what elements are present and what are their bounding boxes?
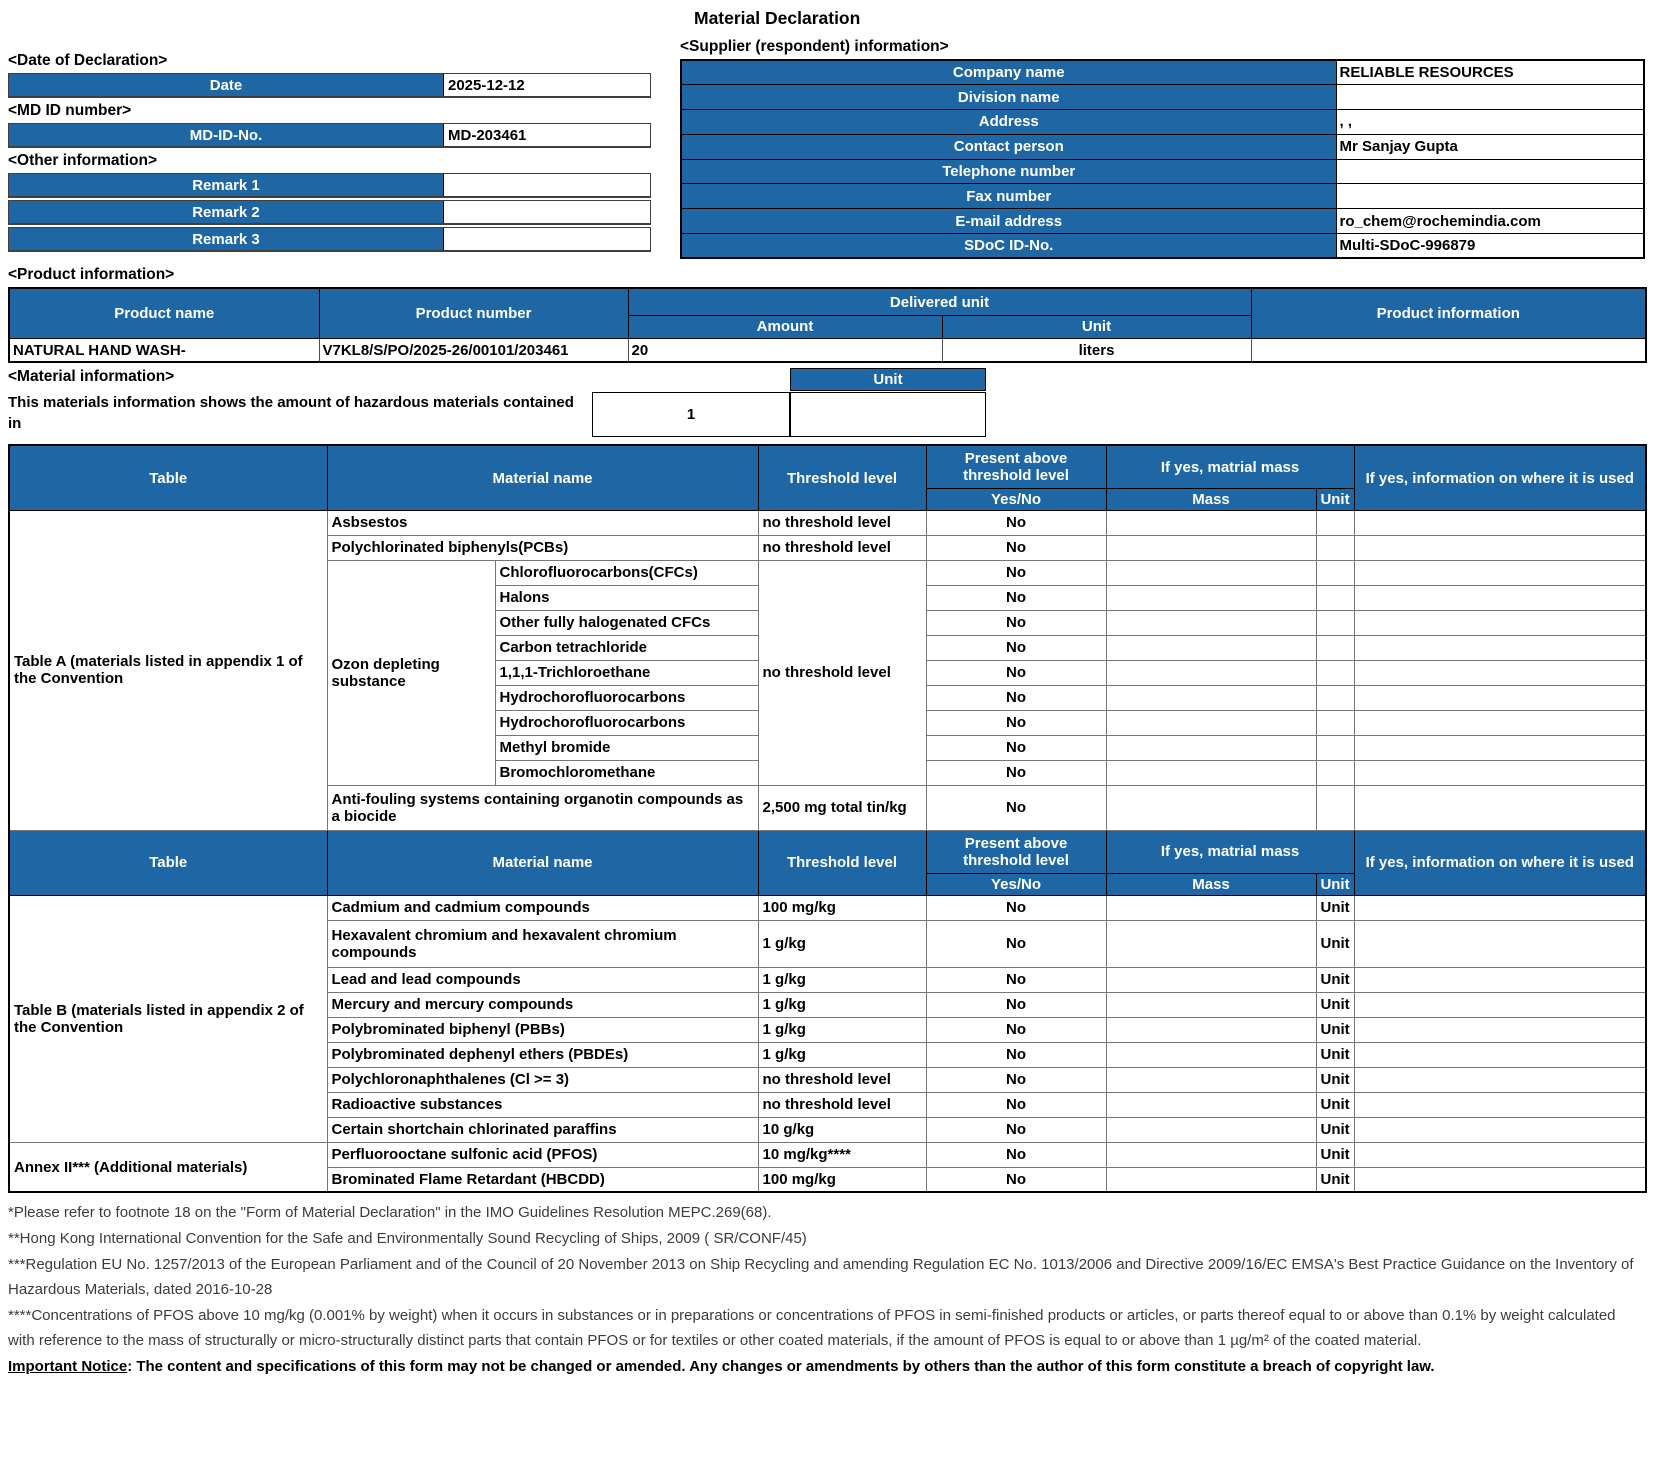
footnote: *Please refer to footnote 18 on the "Form of Material Declaration" in the IMO Guidelines Resolution MEPC.269(68). [8, 1204, 772, 1222]
threshold-cell: 2,500 mg total tin/kg [758, 785, 926, 830]
unit-cell [1316, 785, 1354, 830]
mass-cell [1106, 1042, 1316, 1067]
info-cell [1354, 685, 1646, 710]
present-cell: No [926, 967, 1106, 992]
material-name-cell: Polybrominated dephenyl ethers (PBDEs) [327, 1042, 758, 1067]
info-cell [1354, 992, 1646, 1017]
present-cell: No [926, 585, 1106, 610]
date-label-cell: Date [9, 74, 443, 96]
mass-cell [1106, 1142, 1316, 1167]
present-cell: No [926, 1017, 1106, 1042]
threshold-cell: 1 g/kg [758, 1017, 926, 1042]
mass-cell [1106, 510, 1316, 535]
mass-header: Mass [1106, 488, 1316, 510]
mass-cell [1106, 735, 1316, 760]
unit-cell [1316, 735, 1354, 760]
unit-cell [1316, 760, 1354, 785]
footnotes [8, 1200, 1645, 1379]
product-number-header: Product number [319, 288, 628, 338]
present-cell: No [926, 992, 1106, 1017]
info-cell [1354, 735, 1646, 760]
unit-cell [1316, 560, 1354, 585]
unit-cell: Unit [1316, 895, 1354, 920]
supplier-row [681, 184, 1644, 209]
material-name-cell: Chlorofluorocarbons(CFCs) [495, 560, 758, 585]
material-name-cell: Halons [495, 585, 758, 610]
material-amount-box: 1 [592, 392, 790, 437]
present-cell: No [926, 1142, 1106, 1167]
annex-label-cell: Annex II*** (Additional materials) [9, 1142, 327, 1192]
threshold-cell: no threshold level [758, 1067, 926, 1092]
mass-cell [1106, 610, 1316, 635]
material-unit-header: Unit [790, 368, 986, 391]
material-name-cell: 1,1,1-Trichloroethane [495, 660, 758, 685]
present-cell: No [926, 735, 1106, 760]
section-label-supplier-information: <Supplier (respondent) information> [680, 38, 949, 55]
material-unit-box [790, 392, 986, 437]
remark-row [8, 173, 651, 198]
info-cell [1354, 1017, 1646, 1042]
present-above-header: Present above threshold level [926, 830, 1106, 873]
delivered-unit-header: Delivered unit [628, 288, 1251, 315]
telephone-label: Telephone number [681, 159, 1336, 184]
info-cell [1354, 710, 1646, 735]
section-label-md-id-number: <MD ID number> [8, 102, 132, 119]
info-cell [1354, 760, 1646, 785]
info-cell [1354, 585, 1646, 610]
section-label-product-information: <Product information> [8, 266, 175, 284]
material-name-cell: Anti-fouling systems containing organotin compounds as a biocide [327, 785, 758, 830]
material-name-cell: Polybrominated biphenyl (PBBs) [327, 1017, 758, 1042]
threshold-cell: 10 mg/kg**** [758, 1142, 926, 1167]
threshold-cell: 1 g/kg [758, 920, 926, 967]
supplier-row [681, 209, 1644, 234]
material-name-cell: Mercury and mercury compounds [327, 992, 758, 1017]
present-cell: No [926, 635, 1106, 660]
date-value-cell: 2025-12-12 [443, 74, 650, 96]
table-row [9, 510, 1646, 535]
unit-cell: Unit [1316, 1167, 1354, 1192]
material-declaration-form [8, 8, 1645, 1380]
info-cell [1354, 895, 1646, 920]
yes-no-header: Yes/No [926, 488, 1106, 510]
present-cell: No [926, 610, 1106, 635]
contact-person-value: Mr Sanjay Gupta [1336, 134, 1644, 159]
present-cell: No [926, 660, 1106, 685]
unit-cell [1316, 610, 1354, 635]
supplier-panel [680, 8, 1645, 259]
remark1-value-cell [443, 174, 650, 196]
unit-cell [1316, 660, 1354, 685]
table-row [9, 895, 1646, 920]
product-name-cell: NATURAL HAND WASH- [9, 338, 319, 362]
unit-cell [1316, 635, 1354, 660]
present-cell: No [926, 1067, 1106, 1092]
mass-cell [1106, 992, 1316, 1017]
threshold-cell: 100 mg/kg [758, 1167, 926, 1192]
material-name-header: Material name [327, 830, 758, 895]
unit-cell: Unit [1316, 1017, 1354, 1042]
table-column-header: Table [9, 445, 327, 510]
info-cell [1354, 1092, 1646, 1117]
section-label-date-of-declaration: <Date of Declaration> [8, 52, 168, 69]
telephone-value [1336, 159, 1644, 184]
address-label: Address [681, 110, 1336, 135]
table-column-header: Table [9, 830, 327, 895]
threshold-cell: 1 g/kg [758, 992, 926, 1017]
product-header-row [9, 288, 1646, 315]
hazardous-materials-table [8, 444, 1647, 1193]
mass-cell [1106, 710, 1316, 735]
info-cell [1354, 1142, 1646, 1167]
unit-cell [1316, 535, 1354, 560]
material-name-cell: Cadmium and cadmium compounds [327, 895, 758, 920]
info-cell [1354, 967, 1646, 992]
threshold-cell: 1 g/kg [758, 1042, 926, 1067]
product-number-cell: V7KL8/S/PO/2025-26/00101/203461 [319, 338, 628, 362]
material-name-cell: Radioactive substances [327, 1092, 758, 1117]
info-cell [1354, 660, 1646, 685]
present-above-header: Present above threshold level [926, 445, 1106, 488]
fax-value [1336, 184, 1644, 209]
supplier-row [681, 159, 1644, 184]
fax-label: Fax number [681, 184, 1336, 209]
remark2-value-cell [443, 201, 650, 223]
material-info-description: This materials information shows the amount of hazardous materials contained in [8, 394, 574, 433]
present-cell: No [926, 1167, 1106, 1192]
product-info-cell [1251, 338, 1646, 362]
present-cell: No [926, 535, 1106, 560]
present-cell: No [926, 710, 1106, 735]
unit-cell: Unit [1316, 1092, 1354, 1117]
info-cell [1354, 1167, 1646, 1192]
unit-column-header: Unit [1316, 873, 1354, 895]
supplier-table [680, 59, 1645, 259]
mass-header: Mass [1106, 873, 1316, 895]
present-cell: No [926, 920, 1106, 967]
footnote: ***Regulation EU No. 1257/2013 of the European Parliament and of the Council of 20 November 2013 on Ship Recycling and amending Regulation EC No. 1013/2006 and Directive 2009/16/EC EMSA's Best Practice Guidance on the Inventory of Hazardous Materials, dated 2016-10-28 [8, 1255, 1634, 1299]
info-cell [1354, 560, 1646, 585]
table-header-row [9, 830, 1646, 873]
threshold-cell: 1 g/kg [758, 967, 926, 992]
unit-cell [1316, 585, 1354, 610]
material-name-cell: Carbon tetrachloride [495, 635, 758, 660]
supplier-row [681, 234, 1644, 259]
mass-cell [1106, 785, 1316, 830]
table-header-row [9, 445, 1646, 488]
info-cell [1354, 920, 1646, 967]
info-cell [1354, 510, 1646, 535]
address-value: , , [1336, 110, 1644, 135]
product-information-header: Product information [1251, 288, 1646, 338]
division-name-value [1336, 85, 1644, 110]
present-cell: No [926, 1117, 1106, 1142]
unit-cell: Unit [1316, 992, 1354, 1017]
info-cell [1354, 635, 1646, 660]
material-name-cell: Polychlorinated biphenyls(PCBs) [327, 535, 758, 560]
threshold-level-header: Threshold level [758, 830, 926, 895]
mass-cell [1106, 585, 1316, 610]
threshold-level-header: Threshold level [758, 445, 926, 510]
unit-cell: Unit [1316, 1042, 1354, 1067]
remark3-value-cell [443, 228, 650, 250]
mass-cell [1106, 660, 1316, 685]
amount-header: Amount [628, 315, 942, 338]
material-name-cell: Polychloronaphthalenes (Cl >= 3) [327, 1067, 758, 1092]
important-notice [8, 1354, 1645, 1380]
material-name-cell: Hydrochorofluorocarbons [495, 710, 758, 735]
company-name-label: Company name [681, 60, 1336, 85]
if-yes-info-header: If yes, information on where it is used [1354, 830, 1646, 895]
unit-cell [1316, 510, 1354, 535]
important-notice-label: Important Notice [8, 1357, 128, 1375]
mass-cell [1106, 685, 1316, 710]
remark2-label-cell: Remark 2 [9, 201, 443, 223]
footnote: ****Concentrations of PFOS above 10 mg/kg (0.001% by weight) when it occurs in substances or in preparations or concentrations of PFOS in semi-finished products or articles, or parts thereof equal to or above than 0.1% by weight calculated with reference to the mass of structurally or micro-structurally distinct parts that contain PFOS or for textiles or other coated materials, if the amount of PFOS is equal to or above than 1 µg/m² of the coated material. [8, 1306, 1616, 1350]
material-name-cell: Hydrochorofluorocarbons [495, 685, 758, 710]
remark-row [8, 227, 651, 252]
unit-cell: Unit [1316, 1142, 1354, 1167]
if-yes-info-header: If yes, information on where it is used [1354, 445, 1646, 510]
supplier-row [681, 110, 1644, 135]
present-cell: No [926, 685, 1106, 710]
unit-cell [1316, 710, 1354, 735]
page-title: Material Declaration [694, 8, 861, 28]
threshold-cell: no threshold level [758, 510, 926, 535]
section-label-other-information: <Other information> [8, 152, 157, 169]
md-id-label-cell: MD-ID-No. [9, 124, 443, 146]
email-value: ro_chem@rochemindia.com [1336, 209, 1644, 234]
if-yes-mass-header: If yes, matrial mass [1106, 445, 1354, 488]
remark-row [8, 200, 651, 225]
footnote: **Hong Kong International Convention for the Safe and Environmentally Sound Recycling of Ships, 2009 ( SR/CONF/45) [8, 1229, 807, 1247]
material-name-cell: Asbsestos [327, 510, 758, 535]
unit-cell [1316, 685, 1354, 710]
material-name-cell: Certain shortchain chlorinated paraffins [327, 1117, 758, 1142]
product-amount-cell: 20 [628, 338, 942, 362]
unit-column-header: Unit [1316, 488, 1354, 510]
email-label: E-mail address [681, 209, 1336, 234]
threshold-cell: no threshold level [758, 560, 926, 785]
threshold-cell: no threshold level [758, 535, 926, 560]
if-yes-mass-header: If yes, matrial mass [1106, 830, 1354, 873]
mass-cell [1106, 1067, 1316, 1092]
present-cell: No [926, 895, 1106, 920]
mass-cell [1106, 895, 1316, 920]
remark1-label-cell: Remark 1 [9, 174, 443, 196]
remark3-label-cell: Remark 3 [9, 228, 443, 250]
product-data-row [9, 338, 1646, 362]
company-name-value: RELIABLE RESOURCES [1336, 60, 1644, 85]
mass-cell [1106, 1092, 1316, 1117]
date-row [8, 73, 651, 98]
material-name-cell: Brominated Flame Retardant (HBCDD) [327, 1167, 758, 1192]
yes-no-header: Yes/No [926, 873, 1106, 895]
important-notice-text: : The content and specifications of this form may not be changed or amended. Any changes or amendments by others than the author of this form constitute a breach of copyright law. [127, 1357, 1435, 1375]
ozone-group-label-cell: Ozon depleting substance [327, 560, 495, 785]
unit-cell: Unit [1316, 1117, 1354, 1142]
section-label-material-information: <Material information> [8, 368, 175, 386]
unit-cell: Unit [1316, 967, 1354, 992]
product-unit-cell: liters [942, 338, 1251, 362]
declaration-id-panel [8, 8, 651, 254]
table-b-label-cell: Table B (materials listed in appendix 2 of the Convention [9, 895, 327, 1142]
sdoc-id-label: SDoC ID-No. [681, 234, 1336, 259]
product-table [8, 287, 1647, 363]
material-name-cell: Other fully halogenated CFCs [495, 610, 758, 635]
supplier-row [681, 60, 1644, 85]
info-cell [1354, 610, 1646, 635]
mass-cell [1106, 967, 1316, 992]
mass-cell [1106, 920, 1316, 967]
info-cell [1354, 785, 1646, 830]
supplier-row [681, 134, 1644, 159]
material-name-cell: Perfluorooctane sulfonic acid (PFOS) [327, 1142, 758, 1167]
product-name-header: Product name [9, 288, 319, 338]
threshold-cell: 100 mg/kg [758, 895, 926, 920]
table-row [9, 1142, 1646, 1167]
material-name-header: Material name [327, 445, 758, 510]
present-cell: No [926, 1092, 1106, 1117]
mass-cell [1106, 560, 1316, 585]
table-a-label-cell: Table A (materials listed in appendix 1 of the Convention [9, 510, 327, 830]
material-name-cell: Methyl bromide [495, 735, 758, 760]
mass-cell [1106, 760, 1316, 785]
material-information-section [8, 368, 1645, 440]
info-cell [1354, 1042, 1646, 1067]
info-cell [1354, 535, 1646, 560]
mass-cell [1106, 635, 1316, 660]
mass-cell [1106, 535, 1316, 560]
supplier-row [681, 85, 1644, 110]
md-id-value-cell: MD-203461 [443, 124, 650, 146]
top-section [8, 8, 1645, 259]
md-id-row [8, 123, 651, 148]
material-name-cell: Hexavalent chromium and hexavalent chromium compounds [327, 920, 758, 967]
mass-cell [1106, 1167, 1316, 1192]
threshold-cell: 10 g/kg [758, 1117, 926, 1142]
mass-cell [1106, 1017, 1316, 1042]
info-cell [1354, 1067, 1646, 1092]
mass-cell [1106, 1117, 1316, 1142]
contact-person-label: Contact person [681, 134, 1336, 159]
unit-header: Unit [942, 315, 1251, 338]
sdoc-id-value: Multi-SDoC-996879 [1336, 234, 1644, 259]
present-cell: No [926, 560, 1106, 585]
material-name-cell: Bromochloromethane [495, 760, 758, 785]
material-name-cell: Lead and lead compounds [327, 967, 758, 992]
threshold-cell: no threshold level [758, 1092, 926, 1117]
present-cell: No [926, 785, 1106, 830]
present-cell: No [926, 510, 1106, 535]
division-name-label: Division name [681, 85, 1336, 110]
present-cell: No [926, 1042, 1106, 1067]
present-cell: No [926, 760, 1106, 785]
unit-cell: Unit [1316, 920, 1354, 967]
info-cell [1354, 1117, 1646, 1142]
unit-cell: Unit [1316, 1067, 1354, 1092]
